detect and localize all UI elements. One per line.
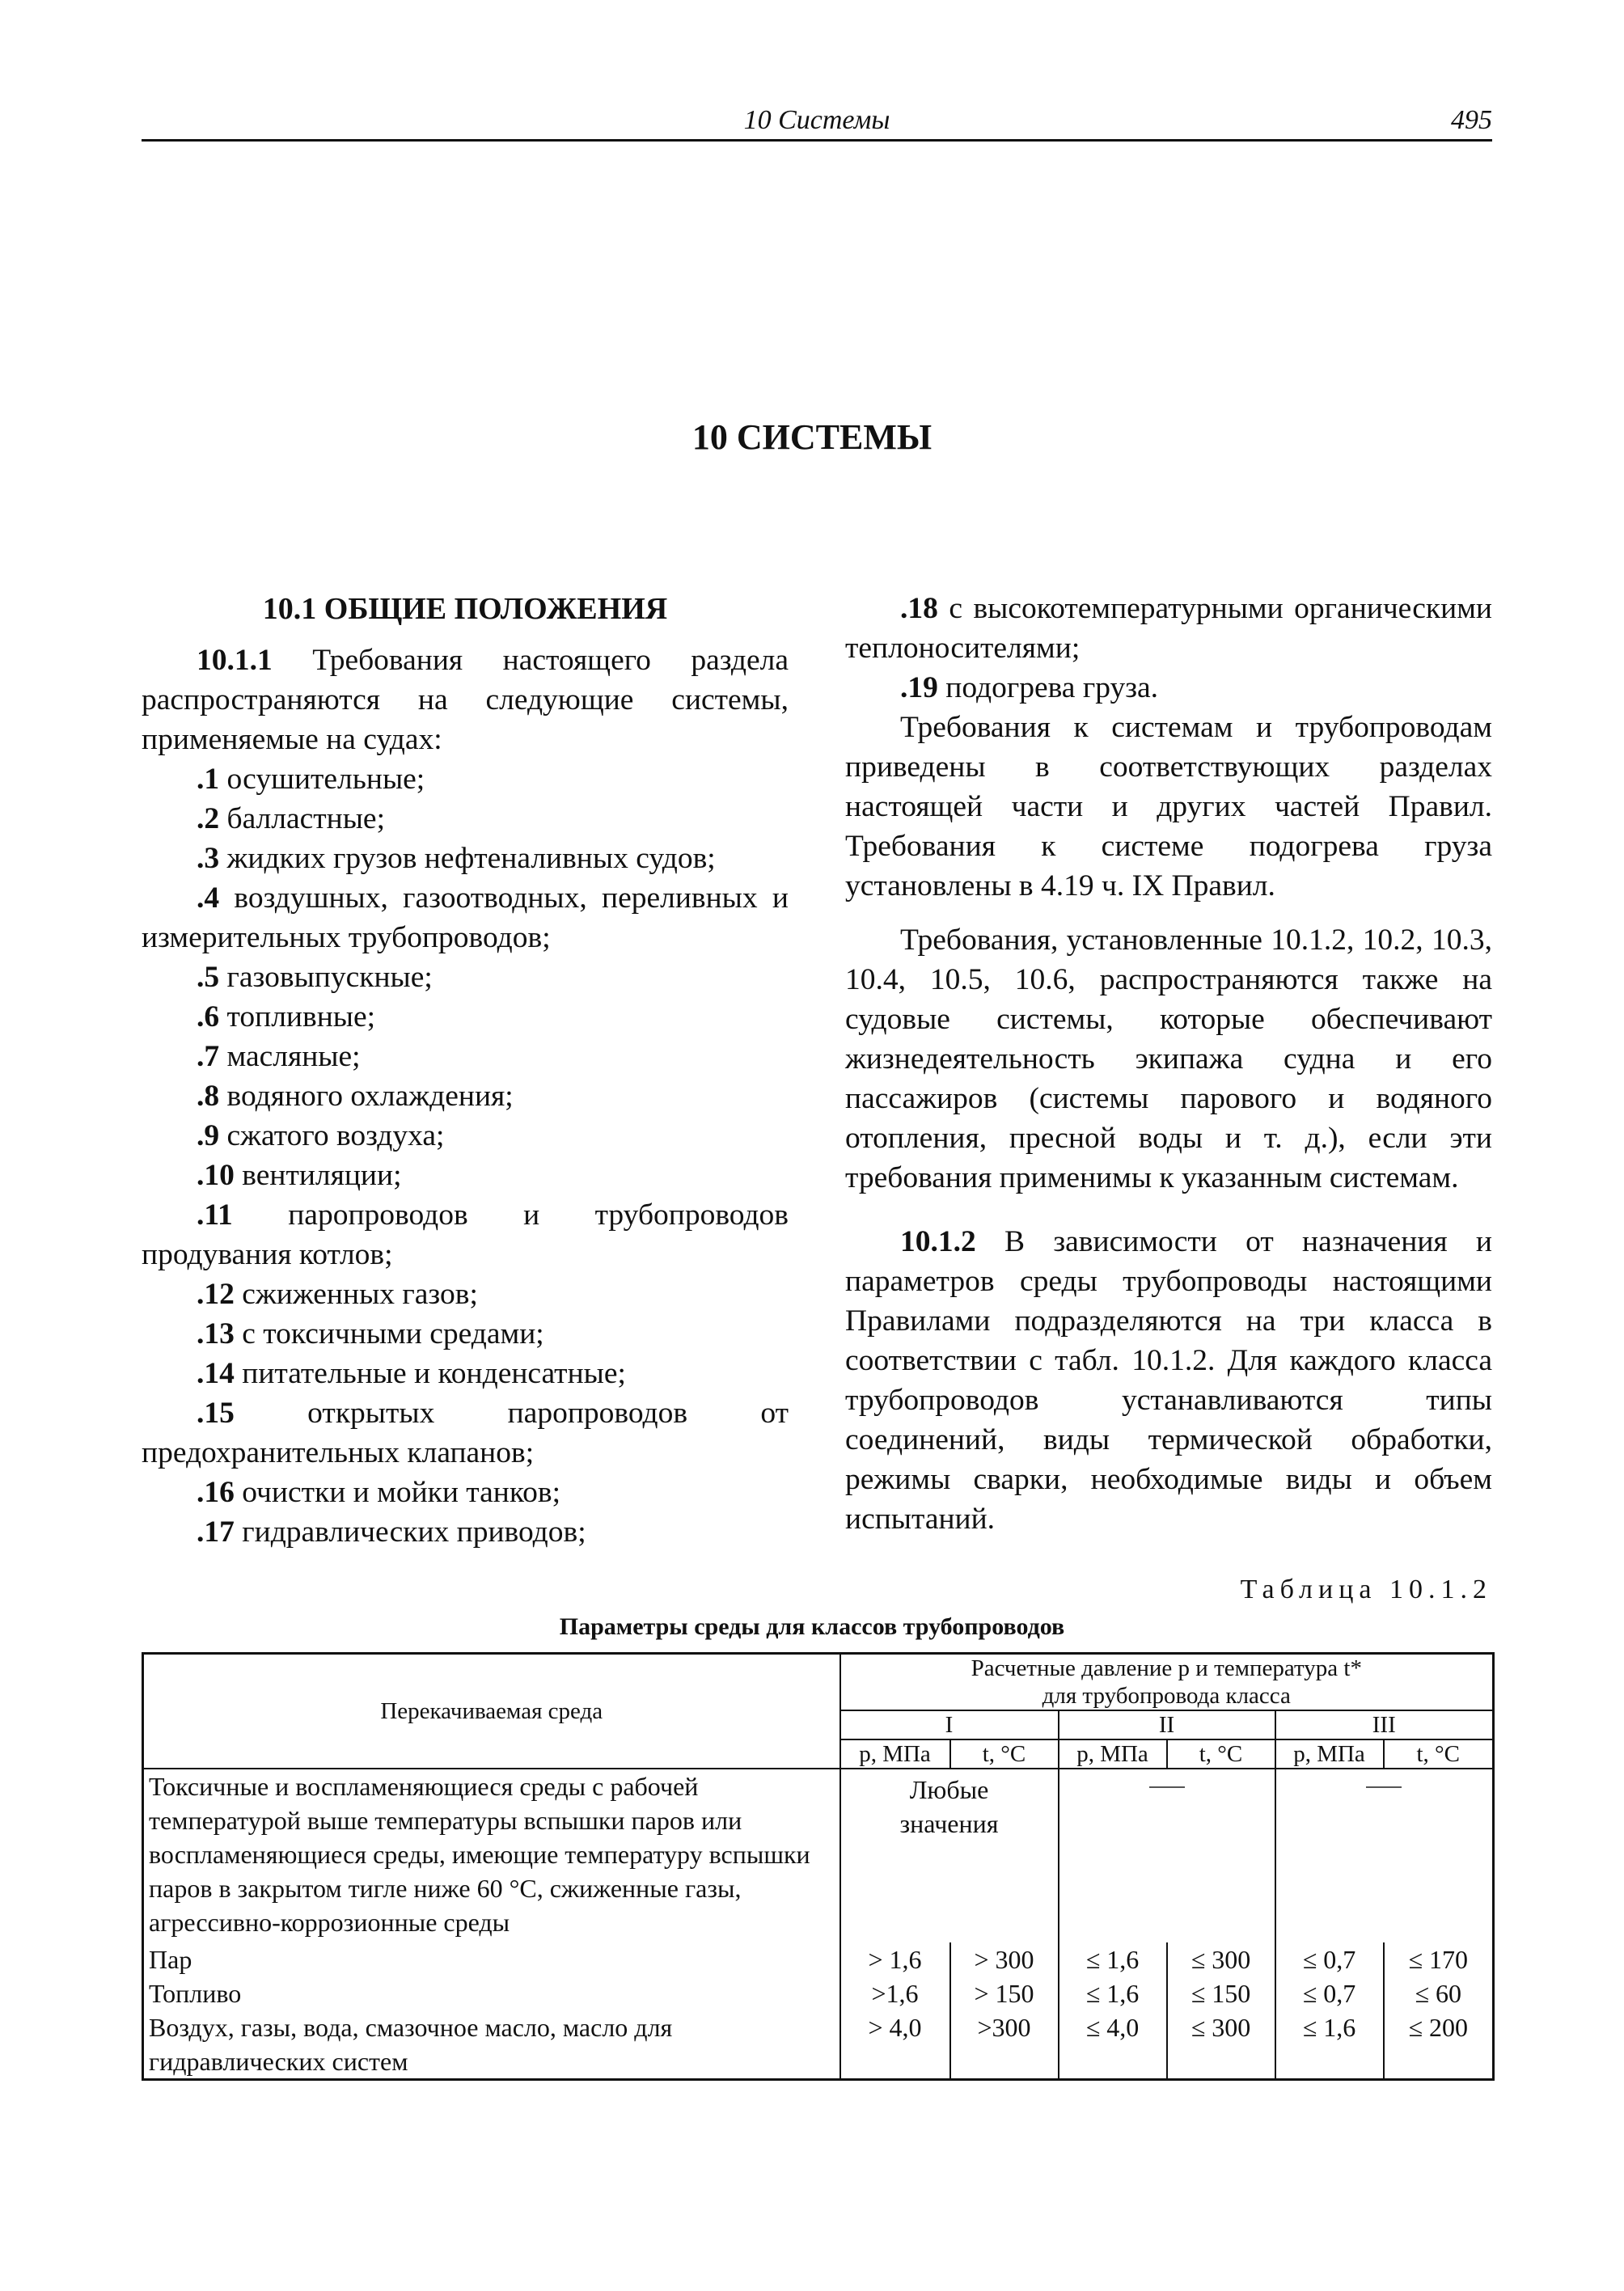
list-item-text: осушительные; <box>219 763 425 796</box>
list-item <box>142 878 789 957</box>
clause-text: Требования настоящего раздела распространяются на следующие системы, применяемые на судах: <box>142 644 789 756</box>
subheader-pressure: p, МПа <box>1275 1739 1384 1769</box>
list-item <box>142 1076 789 1116</box>
list-item-number: .2 <box>197 802 220 835</box>
header-parameters <box>840 1654 1494 1711</box>
value-cell: ≤ 150 <box>1167 1976 1275 2010</box>
list-item-text: паропроводов и трубопроводов продувания котлов; <box>142 1198 789 1271</box>
list-item <box>142 1314 789 1354</box>
list-item-number: .5 <box>197 961 220 994</box>
value-cell: > 1,6 <box>840 1942 950 1976</box>
header-class-2: II <box>1059 1710 1275 1739</box>
paragraph-requirements: Требования к системам и трубопроводам приведены в соответствующих разделах настоящей части и других частей Правил. Требования к системе подогрева груза установлены в 4.19 ч. IX Правил. <box>845 711 1492 902</box>
header-medium: Перекачиваемая среда <box>143 1654 840 1769</box>
list-item-number: .11 <box>197 1198 233 1232</box>
value-cell: ≤ 170 <box>1384 1942 1494 1976</box>
list-item-number: .3 <box>197 842 220 875</box>
list-item <box>142 1116 789 1156</box>
class-2-value <box>1059 1769 1275 1942</box>
value-cell: ≤ 200 <box>1384 2010 1494 2080</box>
medium-cell: Топливо <box>149 1979 242 2008</box>
list-item-number: .13 <box>197 1317 235 1351</box>
list-item-text: подогрева груза. <box>937 671 1159 704</box>
list-item-number: .1 <box>197 763 220 796</box>
value-cell: ≤ 1,6 <box>1059 1976 1167 2010</box>
list-item-number: .6 <box>197 1000 220 1033</box>
list-item-number: .7 <box>197 1040 220 1073</box>
class-1-value: Любые значения <box>840 1769 1059 1942</box>
value-cell: >1,6 <box>840 1976 950 2010</box>
table-row <box>143 1942 1494 1976</box>
list-item-text: газовыпускные; <box>219 961 433 994</box>
list-item <box>142 1393 789 1473</box>
list-item <box>845 589 1492 668</box>
header-parameters-line2: для трубопровода класса <box>1042 1683 1291 1709</box>
clause-number: 10.1.1 <box>197 644 273 677</box>
list-item-text: жидких грузов нефтеналивных судов; <box>219 842 716 875</box>
list-item <box>845 668 1492 708</box>
clause-10-1-2 <box>845 1222 1492 1539</box>
value-cell: ≤ 300 <box>1167 1942 1275 1976</box>
list-item-text: сжатого воздуха; <box>219 1119 445 1152</box>
list-item-number: .9 <box>197 1119 220 1152</box>
class-3-value <box>1275 1769 1494 1942</box>
clause-text: В зависимости от назначения и параметров среды трубопроводы настоящими Правилами подразделяются на три класса в соответствии с табл. 10.1.2. Для каждого класса трубопроводов устанавливаются типы соединений, виды термической обработки, режимы сварки, необходимые виды и объем испытаний. <box>845 1225 1492 1536</box>
list-item-number: .15 <box>197 1397 235 1430</box>
list-item-number: .10 <box>197 1159 235 1192</box>
value-cell: ≤ 0,7 <box>1275 1942 1384 1976</box>
page-number: 495 <box>1451 105 1492 135</box>
list-item <box>142 1473 789 1512</box>
list-item <box>142 1512 789 1552</box>
subheader-temperature: t, °C <box>1384 1739 1494 1769</box>
header-class-3: III <box>1275 1710 1494 1739</box>
left-column <box>142 589 789 1552</box>
list-item-text: масляные; <box>219 1040 361 1073</box>
list-item-text: питательные и конденсатные; <box>234 1357 626 1390</box>
list-item <box>142 1195 789 1274</box>
list-item <box>142 997 789 1037</box>
list-item-text: очистки и мойки танков; <box>234 1476 561 1509</box>
list-item <box>142 799 789 839</box>
table-caption: Параметры среды для классов трубопроводов <box>559 1613 1065 1640</box>
list-item-number: .12 <box>197 1278 235 1311</box>
list-item-text: топливные; <box>219 1000 376 1033</box>
subheader-temperature: t, °C <box>1167 1739 1275 1769</box>
value-cell: ≤ 0,7 <box>1275 1976 1384 2010</box>
clause-number: 10.1.2 <box>900 1225 976 1258</box>
list-item-number: .14 <box>197 1357 235 1390</box>
table-row <box>143 1976 1494 2010</box>
value-cell: ≤ 4,0 <box>1059 2010 1167 2080</box>
list-item <box>142 1274 789 1314</box>
header-class-1: I <box>840 1710 1059 1739</box>
value-cell: ≤ 300 <box>1167 2010 1275 2080</box>
running-header-section: 10 Системы <box>743 105 890 135</box>
value-cell: ≤ 1,6 <box>1059 1942 1167 1976</box>
list-item-text: открытых паропроводов от предохранительных клапанов; <box>142 1397 789 1469</box>
list-item-text: балластные; <box>219 802 385 835</box>
list-item-number: .4 <box>197 881 220 915</box>
list-item-number: .18 <box>900 592 938 625</box>
list-item <box>142 839 789 878</box>
list-item-number: .8 <box>197 1080 220 1113</box>
table-row <box>143 2010 1494 2080</box>
paragraph-applicability: Требования, установленные 10.1.2, 10.2, 10.3, 10.4, 10.5, 10.6, распространяются также на судовые системы, которые обеспечивают жизнедеятельность экипажа судна и его пассажиров (системы парового и водяного отопления, пресной воды и т. д.), если эти требования применимы к указанным системам. <box>845 924 1492 1194</box>
list-item <box>142 1354 789 1393</box>
list-item <box>142 957 789 997</box>
value-cell: > 4,0 <box>840 2010 950 2080</box>
value-cell: > 150 <box>950 1976 1059 2010</box>
list-item-text: с токсичными средами; <box>234 1317 544 1351</box>
list-item <box>142 759 789 799</box>
list-item-text: гидравлических приводов; <box>234 1515 586 1549</box>
dash <box>1149 1786 1185 1788</box>
value-cell: ≤ 60 <box>1384 1976 1494 2010</box>
clause-10-1-1 <box>142 640 789 759</box>
chapter-title: 10 СИСТЕМЫ <box>691 417 933 457</box>
value-cell: ≤ 1,6 <box>1275 2010 1384 2080</box>
running-header <box>142 104 1492 142</box>
subheader-pressure: p, МПа <box>840 1739 950 1769</box>
value-cell: > 300 <box>950 1942 1059 1976</box>
medium-cell: Пар <box>149 1945 192 1974</box>
list-item-text: вентиляции; <box>234 1159 402 1192</box>
list-item-number: .16 <box>197 1476 235 1509</box>
subheader-temperature: t, °C <box>950 1739 1059 1769</box>
value-cell: >300 <box>950 2010 1059 2080</box>
medium-cell: Токсичные и воспламеняющиеся среды с рабочей температурой выше температуры вспышки паров или воспламеняющиеся среды, имеющие температуру вспышки паров в закрытом тигле ниже 60 °C, сжиженные газы, агрессивно-коррозионные среды <box>149 1772 810 1937</box>
list-item-text: воздушных, газоотводных, переливных и измерительных трубопроводов; <box>142 881 789 954</box>
table-row <box>143 1769 1494 1942</box>
list-item-text: сжиженных газов; <box>234 1278 478 1311</box>
list-item <box>142 1156 789 1195</box>
list-item-number: .17 <box>197 1515 235 1549</box>
section-heading: 10.1 ОБЩИЕ ПОЛОЖЕНИЯ <box>262 592 668 626</box>
table-label: Таблица 10.1.2 <box>1240 1575 1492 1604</box>
list-item-text: с высокотемпературными органическими теплоносителями; <box>845 592 1492 665</box>
dash <box>1366 1786 1402 1788</box>
right-column <box>845 589 1492 1539</box>
list-item <box>142 1037 789 1076</box>
parameters-table <box>142 1652 1495 2081</box>
list-item-text: водяного охлаждения; <box>219 1080 514 1113</box>
header-parameters-line1: Расчетные давление p и температура t* <box>971 1655 1362 1681</box>
medium-cell: Воздух, газы, вода, смазочное масло, масло для гидравлических систем <box>149 2013 673 2076</box>
list-item-number: .19 <box>900 671 938 704</box>
subheader-pressure: p, МПа <box>1059 1739 1167 1769</box>
